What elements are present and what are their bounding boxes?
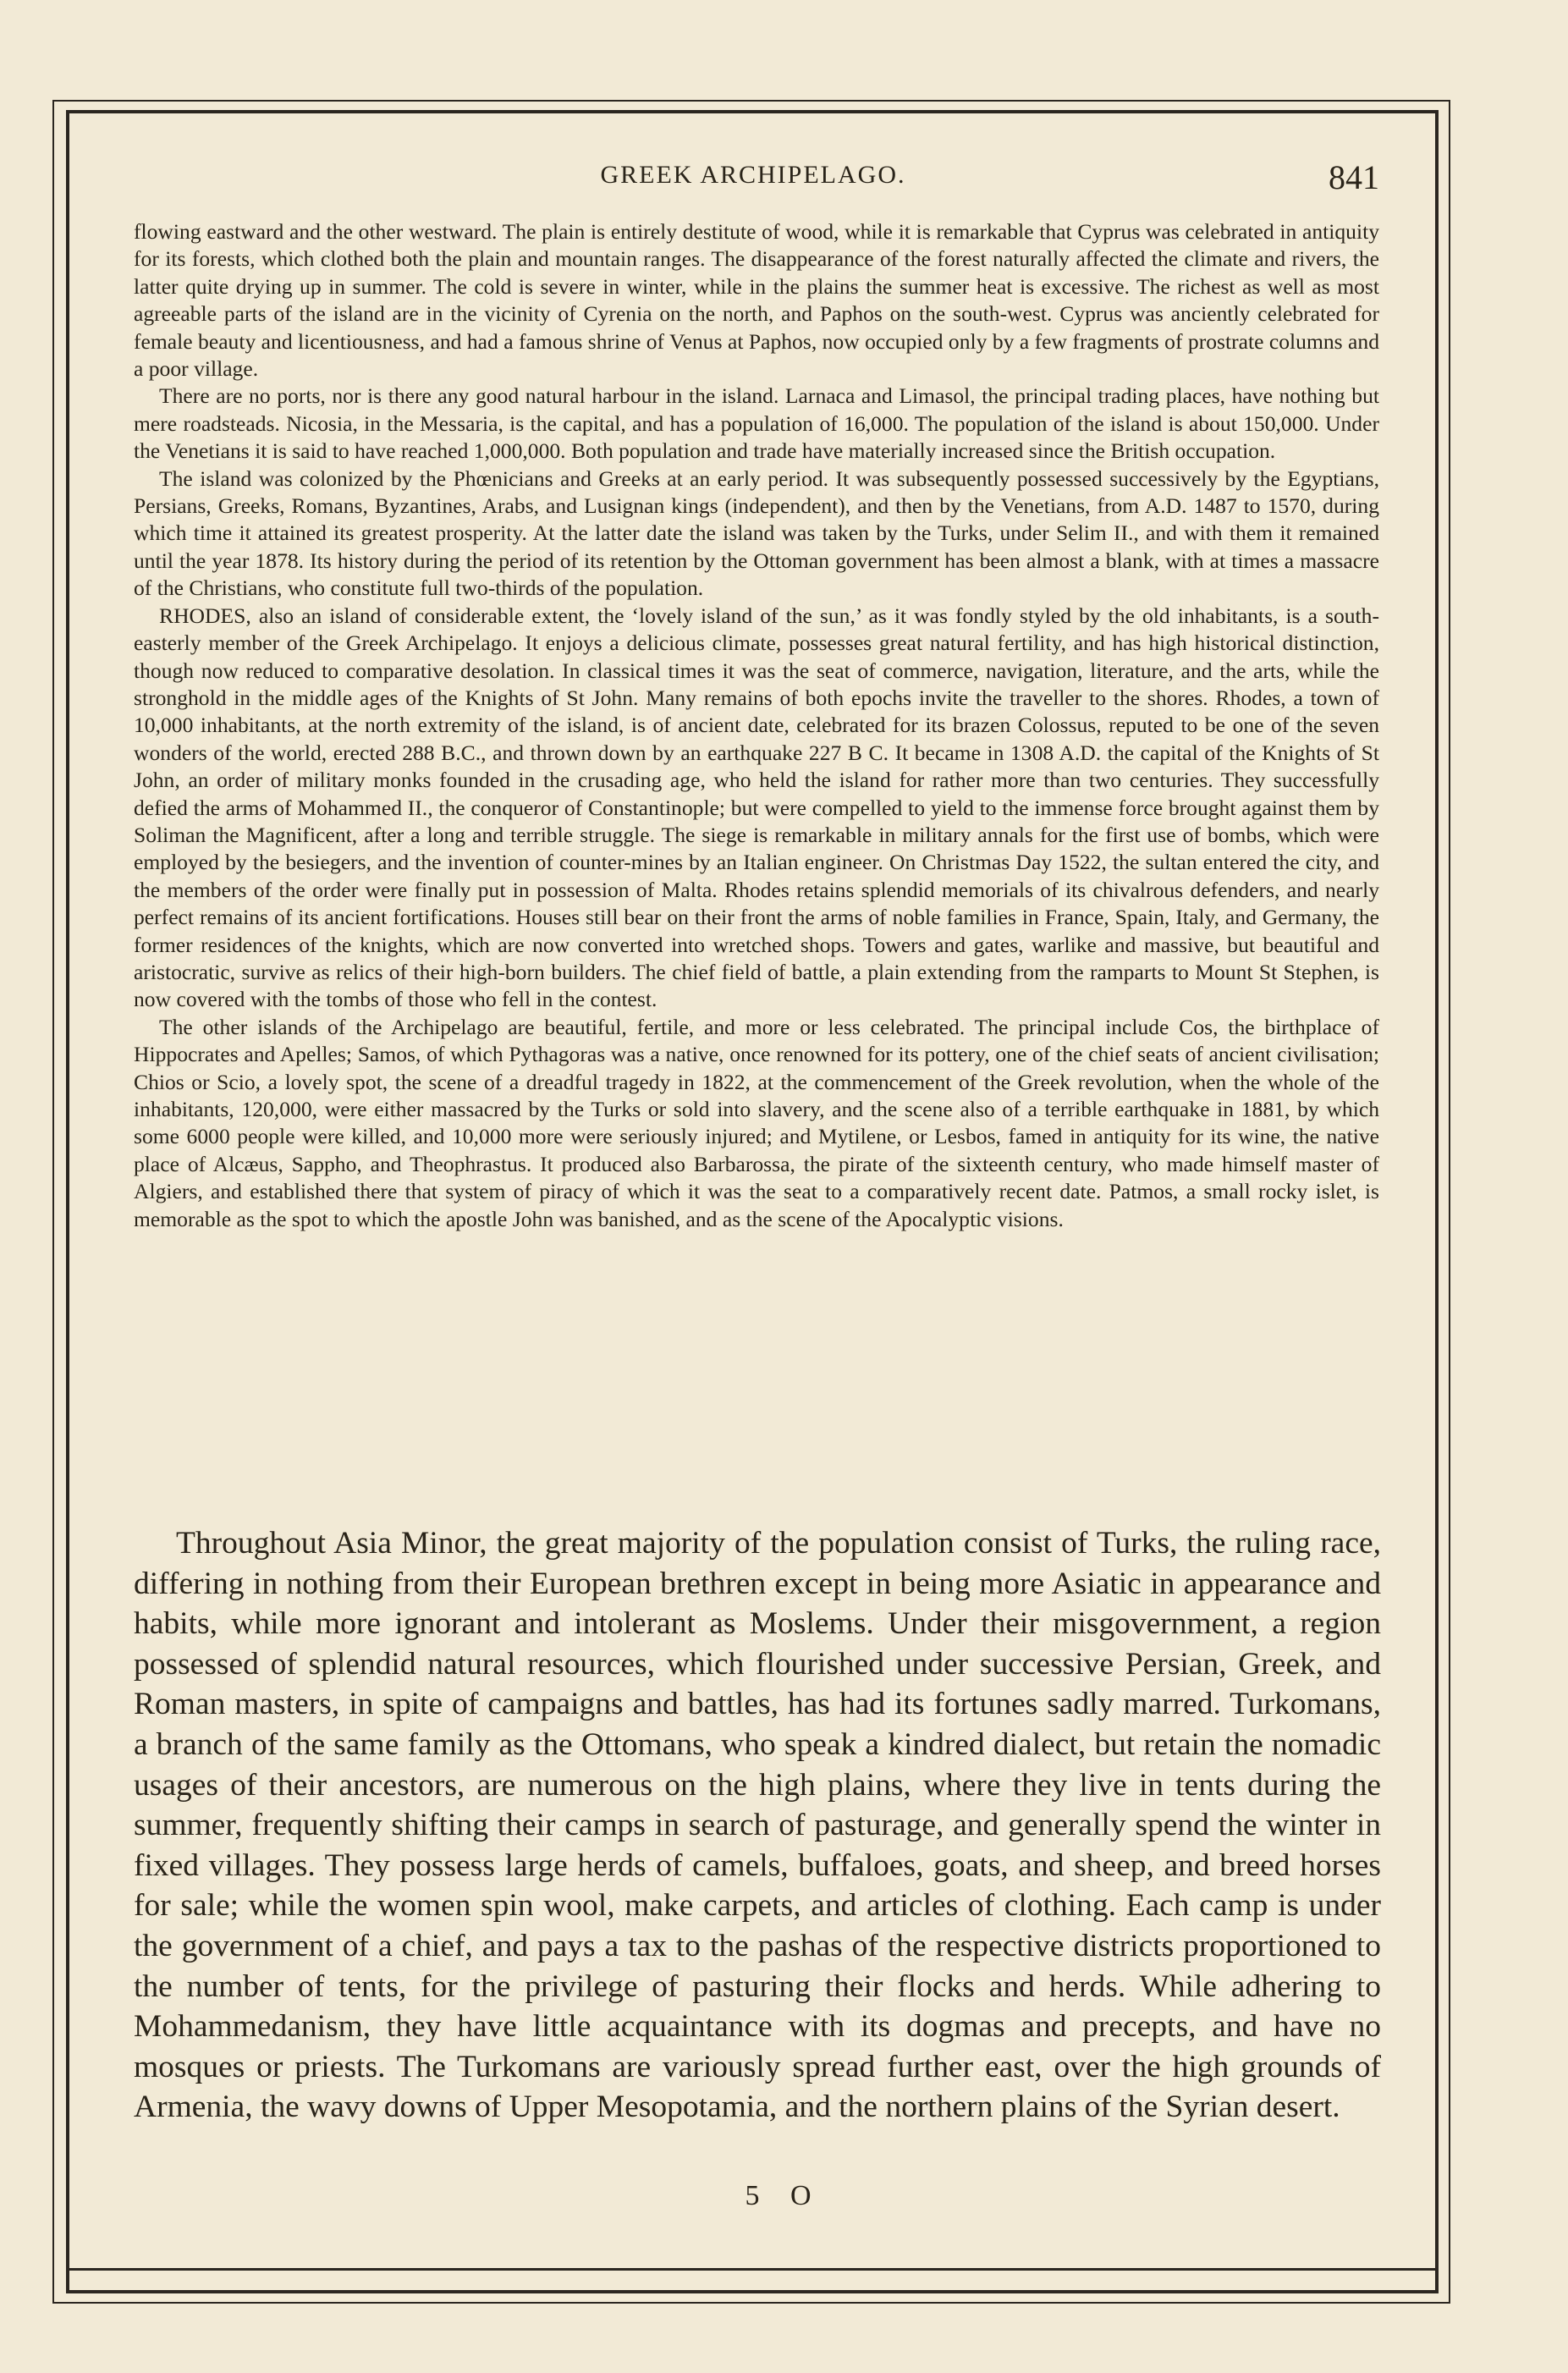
page-number: 841 — [1329, 158, 1379, 196]
bottom-rule — [66, 2268, 1439, 2271]
running-title: GREEK ARCHIPELAGO. — [600, 161, 906, 189]
large-print-body — [134, 1523, 1381, 2128]
paragraph-other-islands: The other islands of the Archipelago are beautiful, fertile, and more or less celebrated. The principal include Cos, the birthplace of Hippocrates and Apelles; Samos, of which Pythagoras was a native, once renowned for its pottery, one of the chief seats of ancient civilisation; Chios or Scio, a lovely spot, the scene of a dreadful tragedy in 1822, at the commencement of the Greek revolution, when the whole of the inhabitants, 120,000, were either massacred by the Turks or sold into slavery, and the scene also of a terrible earthquake in 1881, by which some 6000 people were killed, and 10,000 more were seriously injured; and Mytilene, or Lesbos, famed in antiquity for its wine, the native place of Alcæus, Sappho, and Theophrastus. It produced also Barbarossa, the pirate of the sixteenth century, who made himself master of Algiers, and established there that system of piracy of which it was the seat to a comparatively recent date. Patmos, a small rocky islet, is memorable as the spot to which the apostle John was banished, and as the scene of the Apocalyptic visions. — [134, 1014, 1379, 1231]
paragraph-asia-minor: Throughout Asia Minor, the great majority of the population consist of Turks, the ruling race, differing in nothing from their European brethren except in being more Asiatic in appearance and habits, while more ignorant and intolerant as Moslems. Under their misgovernment, a region possessed of splendid natural resources, which flourished under successive Persian, Greek, and Roman masters, in spite of campaigns and battles, has had its fortunes sadly marred. Turkomans, a branch of the same family as the Ottomans, who speak a kindred dialect, but retain the nomadic usages of their ancestors, are numerous on the high plains, where they live in tents during the summer, frequently shifting their camps in search of pasturage, and generally spend the winter in fixed villages. They possess large herds of camels, buffaloes, goats, and sheep, and breed horses for sale; while the women spin wool, make carpets, and articles of clothing. Each camp is under the government of a chief, and pays a tax to the pashas of the respective districts proportioned to the number of tents, for the privilege of pasturing their flocks and herds. While adhering to Mohammedanism, they have little acquaintance with its dogmas and precepts, and have no mosques or priests. The Turkomans are variously spread further east, over the high grounds of Armenia, the wavy downs of Upper Mesopotamia, and the northern plains of the Syrian desert. — [134, 1526, 1381, 2125]
page-header — [127, 157, 1379, 205]
signature-mark: 5 O — [745, 2180, 823, 2211]
paragraph-cyprus-history: The island was colonized by the Phœnicians and Greeks at an early period. It was subsequently possessed successively by the Egyptians, Persians, Greeks, Romans, Byzantines, Arabs, and Lusignan kings (independent), and then by the Venetians, from A.D. 1487 to 1570, during which time it attained its greatest prosperity. At the latter date the island was taken by the Turks, under Selim II., and with them it remained until the year 1878. Its history during the period of its retention by the Ottoman government has been almost a blank, with at times a massacre of the Christians, who constitute full two-thirds of the population. — [134, 465, 1379, 601]
paragraph-rhodes: RHODES, also an island of considerable extent, the ‘lovely island of the sun,’ as it was fondly styled by the old inhabitants, is a south-easterly member of the Greek Archipelago. It enjoys a delicious climate, possesses great natural fertility, and has high historical distinction, though now reduced to comparative desolation. In classical times it was the seat of commerce, navigation, literature, and the arts, while the stronghold in the middle ages of the Knights of St John. Many remains of both epochs invite the traveller to the shores. Rhodes, a town of 10,000 inhabitants, at the north extremity of the island, is of ancient date, celebrated for its brazen Colossus, reputed to be one of the seven wonders of the world, erected 288 B.C., and thrown down by an earthquake 227 B C. It became in 1308 A.D. the capital of the Knights of St John, an order of military monks founded in the crusading age, who held the island for rather more than two centuries. They successfully defied the arms of Mohammed II., the conqueror of Constantinople; but were compelled to yield to the immense force brought against them by Soliman the Magnificent, after a long and terrible struggle. The siege is remarkable in military annals for the first use of bombs, which were employed by the besiegers, and the invention of counter-mines by an Italian engineer. On Christmas Day 1522, the sultan entered the city, and the members of the order were finally put in possession of Malta. Rhodes retains splendid memorials of its chivalrous defenders, and nearly perfect remains of its ancient fortifications. Houses still bear on their front the arms of noble families in France, Spain, Italy, and Germany, the former residences of the knights, which are now converted into wretched shops. Towers and gates, warlike and massive, but beautiful and aristocratic, survive as relics of their high-born builders. The chief field of battle, a plain extending from the ramparts to Mount St Stephen, is now covered with the tombs of those who fell in the contest. — [134, 603, 1379, 1012]
paragraph-cyprus-geography: flowing eastward and the other westward. The plain is entirely destitute of wood, while it is remarkable that Cyprus was celebrated in antiquity for its forests, which clothed both the plain and mountain ranges. The disappearance of the forest naturally affected the climate and rivers, the latter quite drying up in summer. The cold is severe in winter, while in the plains the summer heat is excessive. The richest as well as most agreeable parts of the island are in the vicinity of Cyrenia on the north, and Paphos on the south-west. Cyprus was anciently celebrated for female beauty and licentiousness, and had a famous shrine of Venus at Paphos, now occupied only by a few fragments of prostrate columns and a poor village. — [134, 219, 1379, 382]
small-print-body — [134, 218, 1379, 1233]
paragraph-cyprus-ports: There are no ports, nor is there any good natural harbour in the island. Larnaca and Limasol, the principal trading places, have nothing but mere roadsteads. Nicosia, in the Messaria, is the capital, and has a population of 16,000. The population of the island is about 150,000. Under the Venetians it is said to have reached 1,000,000. Both population and trade have materially increased since the British occupation. — [134, 383, 1379, 464]
